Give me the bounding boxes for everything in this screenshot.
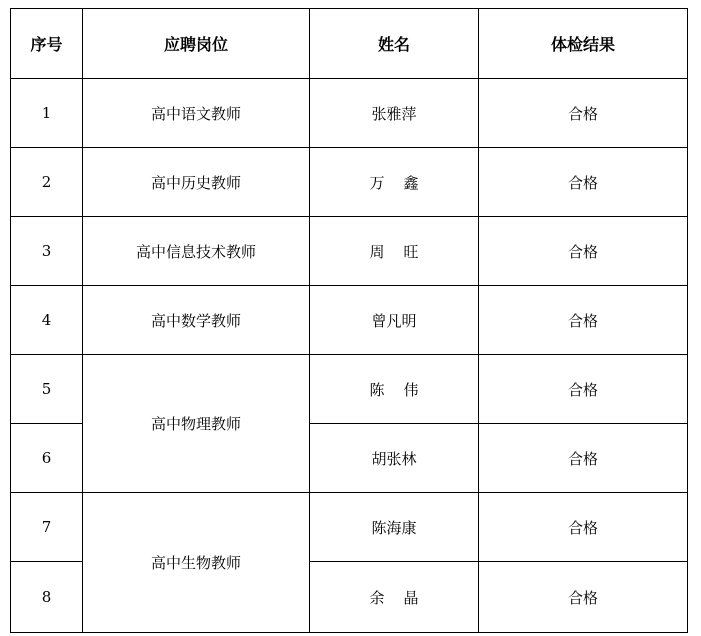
seq-cell: 6 xyxy=(11,424,83,493)
result-cell: 合格 xyxy=(479,562,688,633)
seq-cell: 1 xyxy=(11,79,83,148)
seq-cell: 7 xyxy=(11,493,83,562)
name-cell: 余 晶 xyxy=(310,562,479,633)
header-name: 姓名 xyxy=(310,9,479,79)
seq-cell: 3 xyxy=(11,217,83,286)
table-row xyxy=(11,148,688,217)
table-row xyxy=(11,493,688,562)
header-seq: 序号 xyxy=(11,9,83,79)
name-cell: 张雅萍 xyxy=(310,79,479,148)
table-row xyxy=(11,217,688,286)
seq-cell: 4 xyxy=(11,286,83,355)
table-row xyxy=(11,355,688,424)
result-cell: 合格 xyxy=(479,217,688,286)
table-row xyxy=(11,286,688,355)
result-cell: 合格 xyxy=(479,148,688,217)
result-cell: 合格 xyxy=(479,355,688,424)
post-cell: 高中信息技术教师 xyxy=(83,217,310,286)
post-cell: 高中历史教师 xyxy=(83,148,310,217)
table-row xyxy=(11,79,688,148)
post-cell-merged: 高中物理教师 xyxy=(83,355,310,493)
name-cell: 陈海康 xyxy=(310,493,479,562)
name-cell: 胡张林 xyxy=(310,424,479,493)
post-cell: 高中数学教师 xyxy=(83,286,310,355)
results-table xyxy=(10,8,688,633)
header-result: 体检结果 xyxy=(479,9,688,79)
seq-cell: 8 xyxy=(11,562,83,633)
result-cell: 合格 xyxy=(479,424,688,493)
result-cell: 合格 xyxy=(479,493,688,562)
post-cell-merged: 高中生物教师 xyxy=(83,493,310,633)
result-cell: 合格 xyxy=(479,79,688,148)
header-row xyxy=(11,9,688,79)
seq-cell: 5 xyxy=(11,355,83,424)
name-cell: 曾凡明 xyxy=(310,286,479,355)
name-cell: 周 旺 xyxy=(310,217,479,286)
name-cell: 陈 伟 xyxy=(310,355,479,424)
result-cell: 合格 xyxy=(479,286,688,355)
name-cell: 万 鑫 xyxy=(310,148,479,217)
header-post: 应聘岗位 xyxy=(83,9,310,79)
seq-cell: 2 xyxy=(11,148,83,217)
post-cell: 高中语文教师 xyxy=(83,79,310,148)
